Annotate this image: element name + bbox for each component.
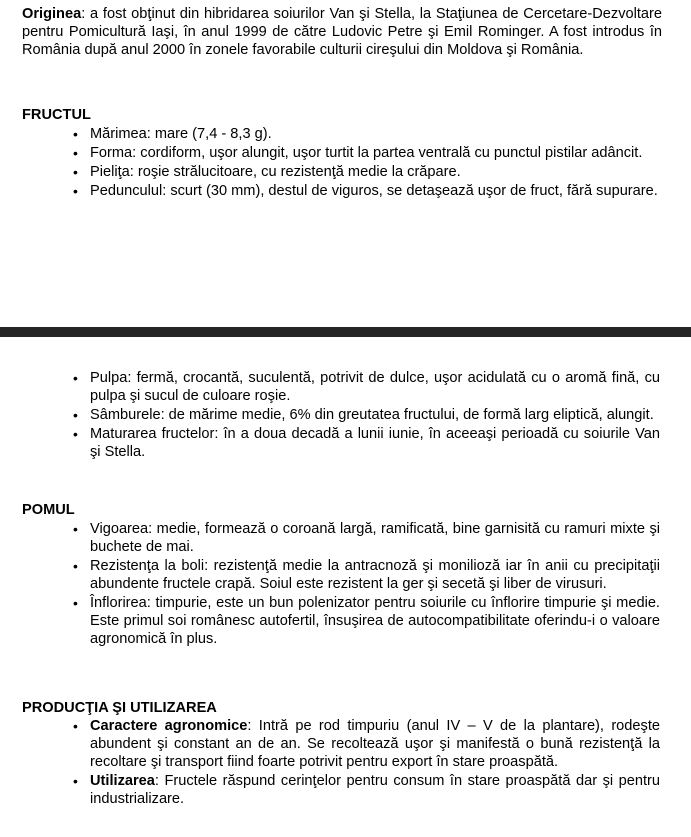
fructul-list [73,125,660,201]
list-item: • Vigoarea: medie, formează o coroană largă, ramificată, bine garnisită cu ramuri mixte şi buchete de mai. [73,521,660,555]
bullet-icon: • [73,164,78,180]
item-label: Utilizarea [90,773,155,789]
list-item: • Maturarea fructelor: în a doua decadă a lunii iunie, în aceeaşi perioadă cu soiurile Van şi Stella. [73,426,660,460]
productia-list [73,717,660,809]
productia-heading: PRODUCŢIA ŞI UTILIZAREA [22,700,217,716]
bullet-icon: • [73,521,78,537]
pomul-list [73,520,660,649]
list-item: • Utilizarea: Fructele răspund cerinţelor pentru consum în stare proaspătă dar şi pentru industrializare. [73,773,660,807]
list-item: • Înflorirea: timpurie, este un bun polenizator pentru soiurile cu înflorire timpurie şi medie. Este primul soi românesc autofertil, însuşirea de autocompatibilitate oferindu-i o valoare agronomică în plus. [73,595,660,647]
list-item: • Caractere agronomice: Intră pe rod timpuriu (anul IV – V de la plantare), rodeşte abundent şi constant an de an. Se recoltează uşor şi manifestă o bună rezistenţă la recoltare şi transport fiind foarte potrivit pentru export în stare proaspătă. [73,718,660,770]
intro-text: : a fost obţinut din hibridarea soiurilor Van şi Stella, la Staţiunea de Cercetare-Dezvoltare pentru Pomicultură Iaşi, în anul 1999 de către Ludovic Petre şi Emil Rominger. A fost introdus în România după anul 2000 în zonele favorabile culturii cireşului din Moldova şi România. [22,6,662,58]
page-separator [0,327,691,337]
bullet-icon: • [73,370,78,386]
list-item: • Sâmburele: de mărime medie, 6% din greutatea fructului, de formă larg eliptică, alungit. [73,407,654,423]
intro-label: Originea [22,6,82,22]
intro-paragraph [22,5,662,59]
list-item: • Pulpa: fermă, crocantă, suculentă, potrivit de dulce, uşor acidulată cu o aromă fină, cu pulpa şi sucul de culoare roşie. [73,370,660,404]
list-item: • Pedunculul: scurt (30 mm), destul de viguros, se detaşează uşor de fruct, fără supurare. [73,183,658,199]
list-item: • Forma: cordiform, uşor alungit, uşor turtit la partea ventrală cu punctul pistilar adâncit. [73,145,643,161]
bullet-icon: • [73,407,78,423]
bullet-icon: • [73,773,78,789]
bullet-icon: • [73,595,78,611]
pomul-heading: POMUL [22,502,75,518]
bullet-icon: • [73,426,78,442]
bullet-icon: • [73,183,78,199]
list-item: • Mărimea: mare (7,4 - 8,3 g). [73,126,272,142]
bullet-icon: • [73,145,78,161]
bullet-icon: • [73,558,78,574]
fructul-heading: FRUCTUL [22,107,91,123]
bullet-icon: • [73,126,78,142]
document-page-2 [0,337,691,837]
fructul-continued-list [73,369,660,462]
item-label: Caractere agronomice [90,718,248,734]
bullet-icon: • [73,718,78,734]
list-item: • Pieliţa: roşie strălucitoare, cu rezistenţă medie la crăpare. [73,164,461,180]
list-item: • Rezistenţa la boli: rezistenţă medie la antracnoză şi monilioză iar în anii cu precipitaţii abundente fructele crapă. Soiul este rezistent la ger şi secetă şi liber de virusuri. [73,558,660,592]
document-page-1 [0,0,691,327]
